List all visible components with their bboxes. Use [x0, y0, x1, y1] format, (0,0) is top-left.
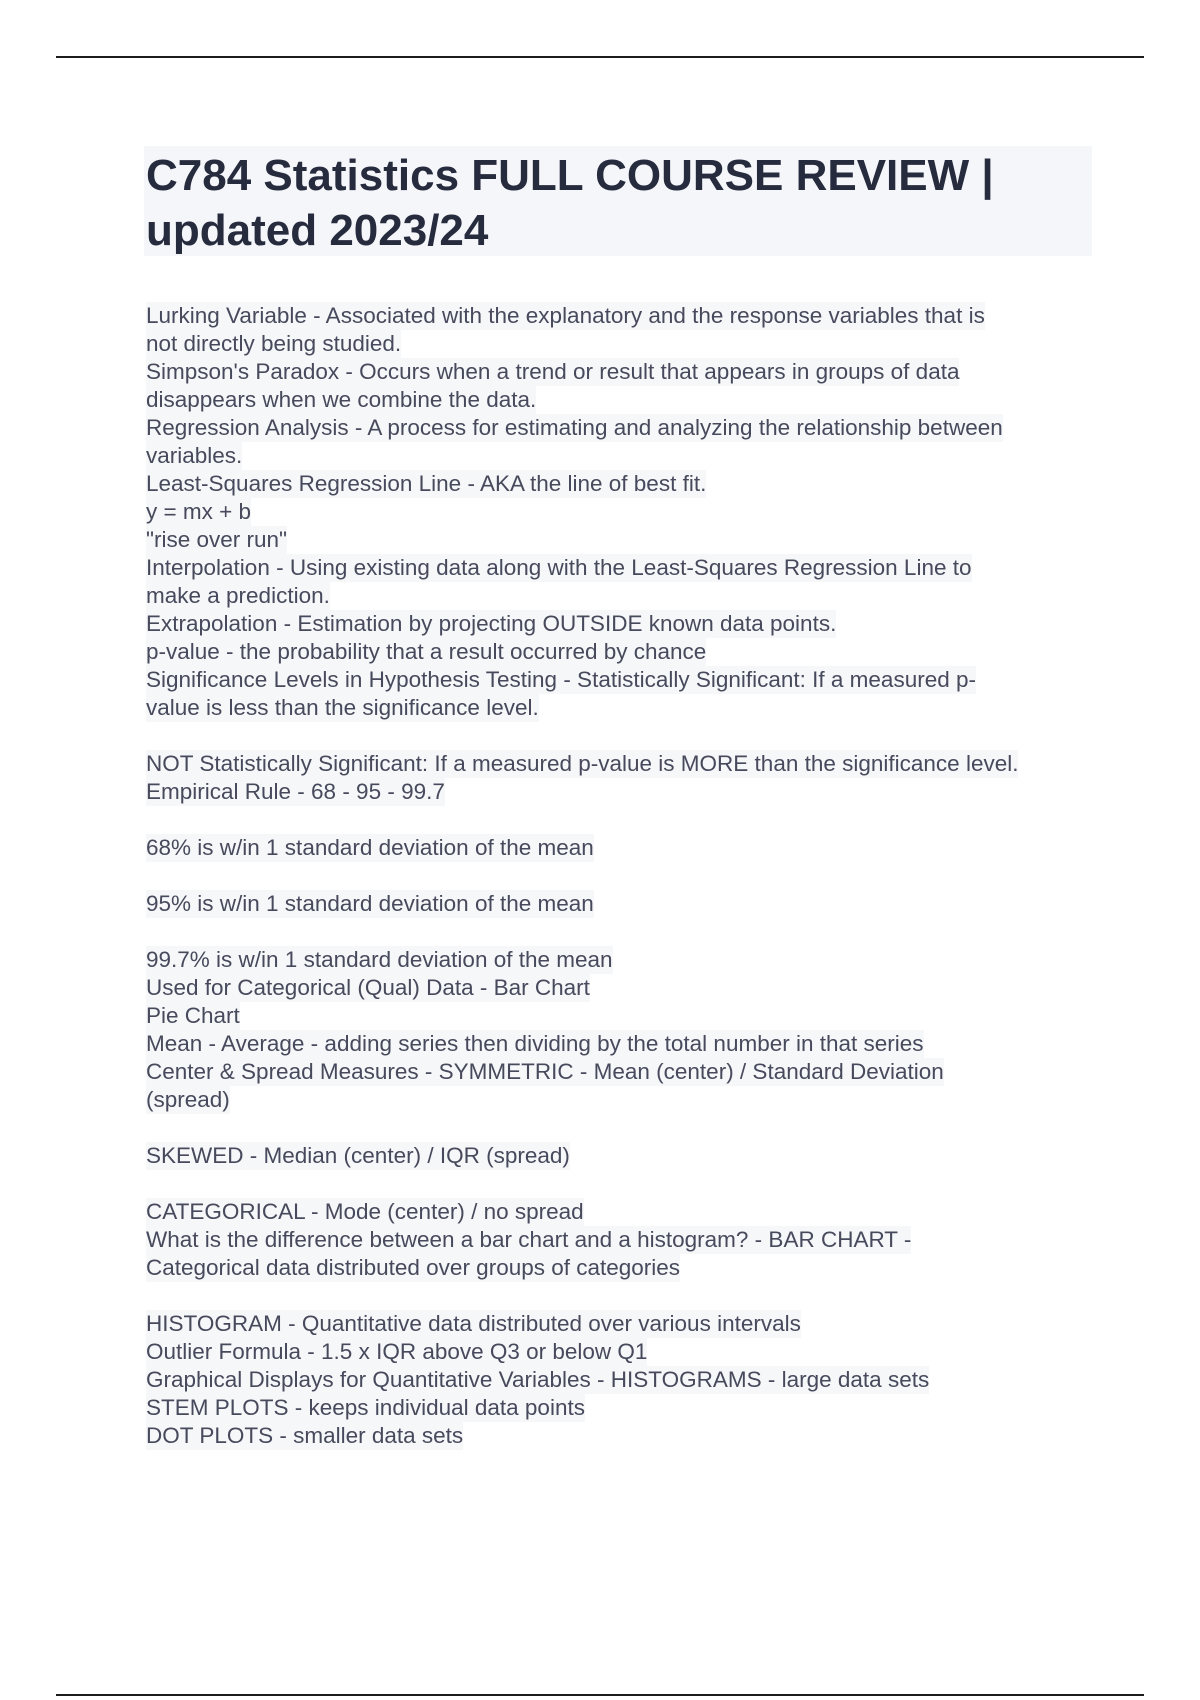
- text-line: Empirical Rule - 68 - 95 - 99.7: [146, 779, 445, 804]
- document-body: [146, 302, 1096, 1450]
- text-line: Lurking Variable - Associated with the explanatory and the response variables that is: [146, 303, 985, 328]
- text-line: (spread): [146, 1087, 230, 1112]
- text-line: Simpson's Paradox - Occurs when a trend or result that appears in groups of data: [146, 359, 960, 384]
- text-line: Significance Levels in Hypothesis Testing - Statistically Significant: If a measured p-: [146, 667, 976, 692]
- text-line: Pie Chart: [146, 1003, 240, 1028]
- text-line: p-value - the probability that a result occurred by chance: [146, 639, 707, 664]
- text-line: variables.: [146, 443, 243, 468]
- text-line: Extrapolation - Estimation by projecting OUTSIDE known data points.: [146, 611, 837, 636]
- text-line: Used for Categorical (Qual) Data - Bar Chart: [146, 975, 590, 1000]
- text-line: Outlier Formula - 1.5 x IQR above Q3 or below Q1: [146, 1339, 648, 1364]
- blank-line: [146, 862, 1096, 890]
- blank-line: [146, 722, 1096, 750]
- text-line: DOT PLOTS - smaller data sets: [146, 1423, 464, 1448]
- text-line: NOT Statistically Significant: If a measured p-value is MORE than the significance level.: [146, 751, 1019, 776]
- text-line: SKEWED - Median (center) / IQR (spread): [146, 1143, 570, 1168]
- text-line: Least-Squares Regression Line - AKA the line of best fit.: [146, 471, 707, 496]
- text-line: make a prediction.: [146, 583, 330, 608]
- blank-line: [146, 1282, 1096, 1310]
- text-line: STEM PLOTS - keeps individual data points: [146, 1395, 585, 1420]
- blank-line: [146, 918, 1096, 946]
- text-line: What is the difference between a bar chart and a histogram? - BAR CHART -: [146, 1227, 912, 1252]
- text-line: Regression Analysis - A process for estimating and analyzing the relationship between: [146, 415, 1003, 440]
- bottom-divider: [56, 1694, 1144, 1696]
- text-line: value is less than the significance level.: [146, 695, 539, 720]
- text-line: 68% is w/in 1 standard deviation of the mean: [146, 835, 594, 860]
- text-line: HISTOGRAM - Quantitative data distributed over various intervals: [146, 1311, 801, 1336]
- text-line: not directly being studied.: [146, 331, 402, 356]
- text-line: CATEGORICAL - Mode (center) / no spread: [146, 1199, 584, 1224]
- text-line: 99.7% is w/in 1 standard deviation of the mean: [146, 947, 613, 972]
- text-line: Categorical data distributed over groups of categories: [146, 1255, 681, 1280]
- blank-line: [146, 1114, 1096, 1142]
- text-line: "rise over run": [146, 527, 288, 552]
- top-divider: [56, 56, 1144, 58]
- blank-line: [146, 806, 1096, 834]
- blank-line: [146, 1170, 1096, 1198]
- title-line-1: C784 Statistics FULL COURSE REVIEW |: [146, 151, 994, 200]
- text-line: disappears when we combine the data.: [146, 387, 537, 412]
- text-line: Mean - Average - adding series then dividing by the total number in that series: [146, 1031, 924, 1056]
- text-line: Interpolation - Using existing data along with the Least-Squares Regression Line to: [146, 555, 972, 580]
- text-line: 95% is w/in 1 standard deviation of the mean: [146, 891, 594, 916]
- text-line: Graphical Displays for Quantitative Variables - HISTOGRAMS - large data sets: [146, 1367, 930, 1392]
- title-line-2: updated 2023/24: [146, 206, 489, 255]
- text-line: Center & Spread Measures - SYMMETRIC - Mean (center) / Standard Deviation: [146, 1059, 944, 1084]
- text-line: y = mx + b: [146, 499, 252, 524]
- page-title: [146, 148, 1086, 258]
